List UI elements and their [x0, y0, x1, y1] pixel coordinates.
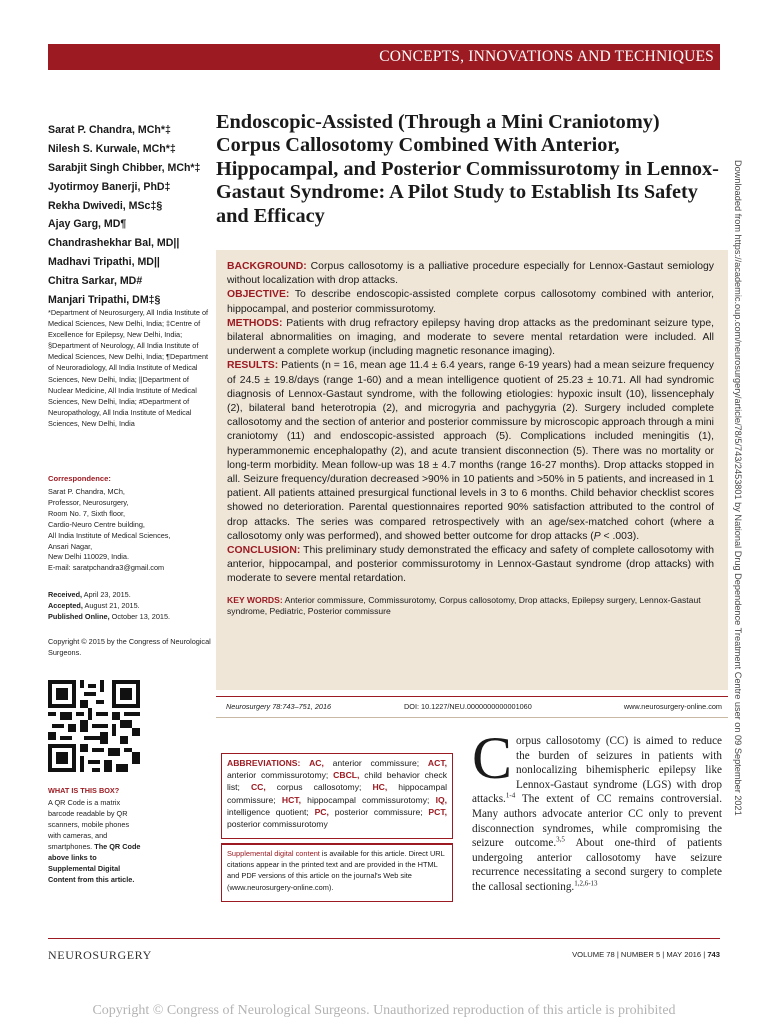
- correspondence-line: Professor, Neurosurgery,: [48, 497, 129, 507]
- affiliations: *Department of Neurosurgery, All India Institute of Medical Sciences, New Delhi, India; ‡Centre of Excellence for Epilepsy, New Delhi, India; §Department of Neurology, All India Institute of Medical Sciences, New Delhi, India; ¶Department of Neuroradiology, All India Institute of Medical Sciences, New Delhi, India; ||Department of Nuclear Medicine, All India Institute of Medical Sciences, New Delhi, India; #Department of Neuropathology, All India Institute of Medical Sciences, New Delhi, India: [48, 308, 209, 428]
- supplemental-link[interactable]: Supplemental digital content: [227, 849, 320, 858]
- copyright-watermark: Copyright © Congress of Neurological Surgeons. Unauthorized reproduction of this article is prohibited: [92, 1003, 676, 1018]
- correspondence-line: Sarat P. Chandra, MCh,: [48, 487, 125, 496]
- accepted-date: August 21, 2015.: [84, 600, 140, 610]
- abbr-definition: corpus callosotomy;: [276, 782, 362, 793]
- reference-marker[interactable]: 3,5: [556, 835, 565, 844]
- body-paragraph: orpus callosotomy (CC) is aimed to reduce the burden of seizures in patients with nonlocalizing bihemispheric epilepsy like Lennox-Gastaut syndrome (LGS) with drop attacks.: [472, 735, 722, 806]
- correspondence-line: New Delhi 110029, India.: [48, 552, 129, 562]
- correspondence-line: Cardio-Neuro Centre building,: [48, 519, 145, 529]
- qr-box-heading: WHAT IS THIS BOX?: [48, 786, 120, 795]
- abstract-objective: [227, 288, 714, 316]
- doi-link[interactable]: DOI: 10.1227/NEU.0000000000001060: [404, 702, 532, 711]
- download-note: [731, 160, 747, 910]
- section-banner: [48, 44, 720, 70]
- qr-box-text: [48, 797, 144, 885]
- reference-marker[interactable]: 1-4: [505, 791, 516, 800]
- reference-marker[interactable]: 1,2,6-13: [574, 879, 598, 888]
- journal-citation: Neurosurgery 78:743–751, 2016: [226, 702, 332, 711]
- background-label: BACKGROUND:: [227, 261, 307, 272]
- abbreviations-heading: ABBREVIATIONS:: [227, 758, 301, 768]
- received-date: April 23, 2015.: [83, 590, 131, 599]
- qr-box-link-note: The QR Code above links to Supplemental Digital Content from this article.: [48, 842, 141, 884]
- qr-code-icon[interactable]: [48, 680, 140, 772]
- abbr-definition: hippocampal commissure;: [227, 782, 448, 805]
- author-name: Chandrashekhar Bal, MD||: [48, 237, 180, 250]
- author-name: Sarabjit Singh Chibber, MCh*‡: [48, 161, 201, 174]
- accepted-label: Accepted,: [48, 600, 83, 610]
- author-name: Manjari Tripathi, DM‡§: [48, 294, 161, 307]
- article-title: Endoscopic-Assisted (Through a Mini Craniotomy) Corpus Callosotomy Combined With Anterior, Hippocampal, and Posterior Commissurotomy in Lennox-Gastaut Syndrome: A Pilot Study to Establish Its Safety and Efficacy: [216, 111, 719, 227]
- volume-info: VOLUME 78 | NUMBER 5 | MAY 2016 |: [572, 950, 706, 959]
- author-name: Ajay Garg, MD¶: [48, 218, 127, 231]
- objective-text: To describe endoscopic-assisted complete corpus callosotomy combined with anterior, hippocampal, and posterior commissurotomy.: [227, 289, 714, 315]
- author-name: Nilesh S. Kurwale, MCh*‡: [48, 142, 176, 155]
- supplemental-text: is available for this article. Direct URL citations appear in the printed text and are provided in the HTML and PDF versions of this article on the journal's Web site (www.neurosurgery-online.com).: [227, 849, 445, 892]
- abbr-term: CBCL,: [333, 770, 360, 781]
- abbr-term: HC,: [372, 782, 388, 793]
- abstract-results: [227, 359, 714, 544]
- page-number: 743: [707, 950, 720, 959]
- author-list: [48, 121, 218, 310]
- abbr-term: PCT,: [428, 806, 448, 817]
- abstract-box: [216, 250, 728, 690]
- keywords-label: KEY WORDS:: [227, 594, 283, 605]
- drop-cap: C: [472, 725, 513, 791]
- abbr-term: CC,: [250, 782, 266, 793]
- published-date: October 13, 2015.: [111, 611, 171, 621]
- abstract-methods: [227, 317, 714, 360]
- journal-website-link[interactable]: www.neurosurgery-online.com: [623, 702, 722, 711]
- correspondence-line: Room No. 7, Sixth floor,: [48, 508, 126, 518]
- abbr-definition: posterior commissure;: [334, 806, 423, 817]
- author-name: Rekha Dwivedi, MSc‡§: [48, 199, 163, 212]
- methods-label: METHODS:: [227, 317, 283, 329]
- conclusion-label: CONCLUSION:: [227, 545, 301, 557]
- abbr-term: PC,: [314, 806, 329, 817]
- author-name: Madhavi Tripathi, MD||: [48, 256, 160, 269]
- author-name: Chitra Sarkar, MD#: [48, 275, 143, 288]
- abstract-conclusion: [227, 544, 714, 587]
- objective-label: OBJECTIVE:: [227, 289, 290, 301]
- results-text: Patients (n = 16, mean age 11.4 ± 6.4 years, range 6-19 years) had a mean seizure frequency of 24.5 ± 19.8/days (range 1-60) and a mean intelligence quotient of 25.23 ± 10.71. All had syndromic diagnosis of Lennox-Gastaut syndrome, with the following etiologies: hypoxic insult (10), lissencephaly (2), bilateral band heterotropia (2), and microgyria and pachygyria (2). Surgery included complete callosotomy and the section of anterior and posterior commissure by microscopic approach through a mini craniotomy (11) and endoscopic-assisted approach (5). Complications included meningitis (1), hyperammonemic encephalopathy (2), and acute transient disconnection (5). There was no mortality or long-term morbidity. Mean follow-up was 18 ± 4.7 months (range 16-27 months). Drop attacks stopped in all. Seizure frequency/duration decreased >90% in 10 patients and >50% in 5 patients, and increased in 1 patient. All patients attained presurgical functional levels in 3 to 6 months. Child behavior checklist scores showed no deterioration. Parental questionnaires reported 90% satisfaction attributed to the control of drop attacks. The series was compared retrospectively with an age/sex-matched cohort (where a callosotomy only was performed), and showed better outcome for drop attacks (: [227, 360, 714, 542]
- results-p-symbol: P: [593, 530, 601, 542]
- correspondence-line: All India Institute of Medical Sciences,: [48, 530, 171, 540]
- footer-volume-info: [572, 950, 720, 959]
- abbr-definition: intelligence quotient;: [227, 806, 309, 817]
- author-name: Sarat P. Chandra, MCh*‡: [48, 124, 171, 136]
- abbr-definition: anterior commissure;: [332, 758, 420, 768]
- keywords: [227, 595, 714, 619]
- published-label: Published Online,: [48, 611, 110, 621]
- abstract-background: [227, 260, 714, 288]
- results-p-value: < .003).: [600, 530, 640, 542]
- abbr-definition: posterior commissurotomy: [227, 819, 328, 830]
- abbr-term: ACT,: [427, 758, 448, 768]
- body-paragraph: The extent of CC remains controversial. Many authors advocate anterior CC only to prevent disconnection syndromes, while compromising the seizure outcome.: [472, 793, 722, 850]
- abbr-definition: anterior commissurotomy;: [227, 770, 329, 781]
- footer-divider: [48, 938, 720, 939]
- abbr-definition: child behavior check list;: [227, 770, 448, 793]
- received-label: Received,: [48, 590, 83, 599]
- abbreviations-box: [221, 753, 453, 839]
- results-label: RESULTS:: [227, 360, 279, 372]
- abbr-term: AC,: [309, 758, 324, 768]
- abbr-term: IQ,: [435, 794, 448, 805]
- article-dates: [48, 590, 216, 623]
- background-text: Corpus callosotomy is a palliative procedure especially for Lennox-Gastaut semiology without localization with drop attacks.: [227, 261, 715, 287]
- conclusion-text: This preliminary study demonstrated the efficacy and safety of complete callosotomy with anterior, hippocampal, and posterior commissurotomy in Lennox-Gastaut syndrome (drop attacks) with moderate to severe mental retardation.: [227, 545, 714, 585]
- qr-box-description: A QR Code is a matrix barcode readable by QR scanners, mobile phones with cameras, and smartphones.: [48, 798, 130, 851]
- methods-text: Patients with drug refractory epilepsy having drop attacks as the predominant seizure type, bilateral abnormalities on imaging, and moderate to severe mental retardation were included. All underwent a complete workup (including magnetic resonance imaging).: [227, 317, 714, 358]
- correspondence-line: Ansari Nagar,: [48, 541, 93, 551]
- keywords-text: Anterior commissure, Commissurotomy, Corpus callosotomy, Drop attacks, Epilepsy surgery, Lennox-Gastaut syndrome, Pediatric, Posterior commissure: [227, 594, 701, 617]
- download-note-text: Downloaded from https://academic.oup.com/neurosurgery/article/78/5/743/2453801 by National Drug Dependence Treatment Centre user on 09 September 2021: [733, 160, 743, 816]
- body-paragraph: About one-third of patients undergoing anterior callosotomy have seizure recurrence necessitating a second surgery to complete the callosal sectioning.: [472, 837, 722, 893]
- correspondence-heading: Correspondence:: [48, 474, 111, 483]
- abbr-definition: hippocampal commissurotomy;: [307, 794, 430, 805]
- footer-journal-name: NEUROSURGERY: [48, 948, 152, 962]
- correspondence-address: [48, 487, 216, 574]
- abstract-text: [227, 260, 714, 587]
- correspondence-email[interactable]: E-mail: saratpchandra3@gmail.com: [48, 563, 165, 573]
- abbr-term: HCT,: [281, 794, 301, 805]
- copyright-notice: Copyright © 2015 by the Congress of Neurological Surgeons.: [48, 637, 211, 657]
- body-text: [472, 725, 722, 895]
- supplemental-content-box: [221, 843, 453, 902]
- citation-band: [216, 696, 728, 718]
- section-banner-text: CONCEPTS, INNOVATIONS AND TECHNIQUES: [379, 48, 714, 65]
- author-name: Jyotirmoy Banerji, PhD‡: [48, 180, 171, 193]
